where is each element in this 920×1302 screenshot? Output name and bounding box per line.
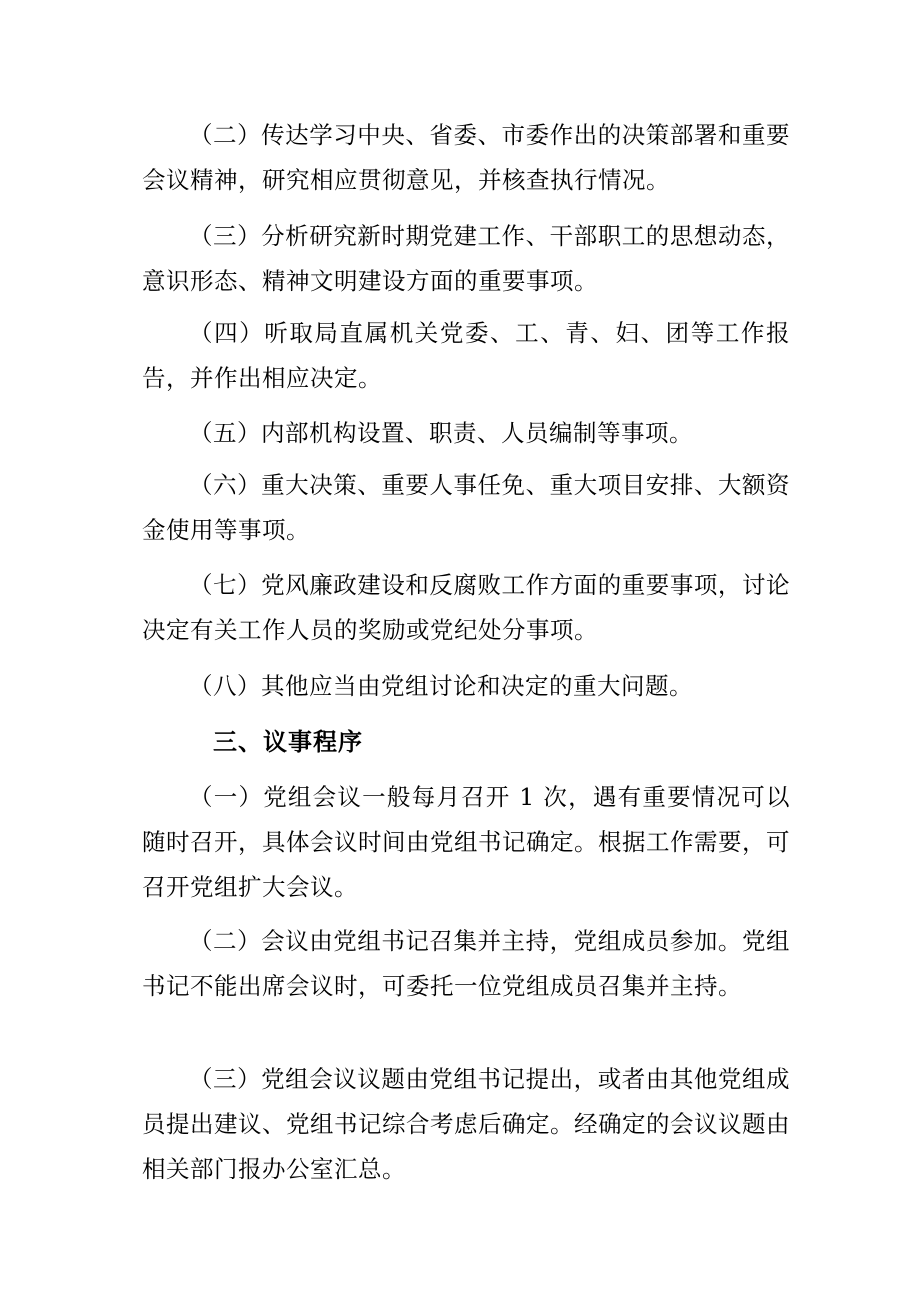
- paragraph-item-5: （五）内部机构设置、职责、人员编制等事项。: [189, 419, 693, 447]
- paragraph-item-7: （七）党风廉政建设和反腐败工作方面的重要事项，讨论决定有关工作人员的奖励或党纪处分事项。: [142, 571, 790, 644]
- paragraph-item-2: （二）传达学习中央、省委、市委作出的决策部署和重要会议精神，研究相应贯彻意见，并核查执行情况。: [142, 121, 790, 194]
- paragraph-item-4: （四）听取局直属机关党委、工、青、妇、团等工作报告，并作出相应决定。: [142, 319, 790, 392]
- paragraph-item-6: （六）重大决策、重要人事任免、重大项目安排、大额资金使用等事项。: [142, 471, 790, 544]
- procedure-item-3: （三）党组会议议题由党组书记提出，或者由其他党组成员提出建议、党组书记综合考虑后确定。经确定的会议议题由相关部门报办公室汇总。: [142, 1065, 790, 1183]
- procedure-item-2: （二）会议由党组书记召集并主持，党组成员参加。党组书记不能出席会议时，可委托一位党组成员召集并主持。: [142, 927, 790, 1000]
- paragraph-item-8: （八）其他应当由党组讨论和决定的重大问题。: [189, 672, 693, 700]
- section-heading-procedure: 三、议事程序: [213, 728, 363, 756]
- procedure-item-1: （一）党组会议一般每月召开 1 次，遇有重要情况可以随时召开，具体会议时间由党组书记确定。根据工作需要，可召开党组扩大会议。: [142, 783, 791, 901]
- paragraph-item-3: （三）分析研究新时期党建工作、干部职工的思想动态，意识形态、精神文明建设方面的重要事项。: [142, 222, 790, 295]
